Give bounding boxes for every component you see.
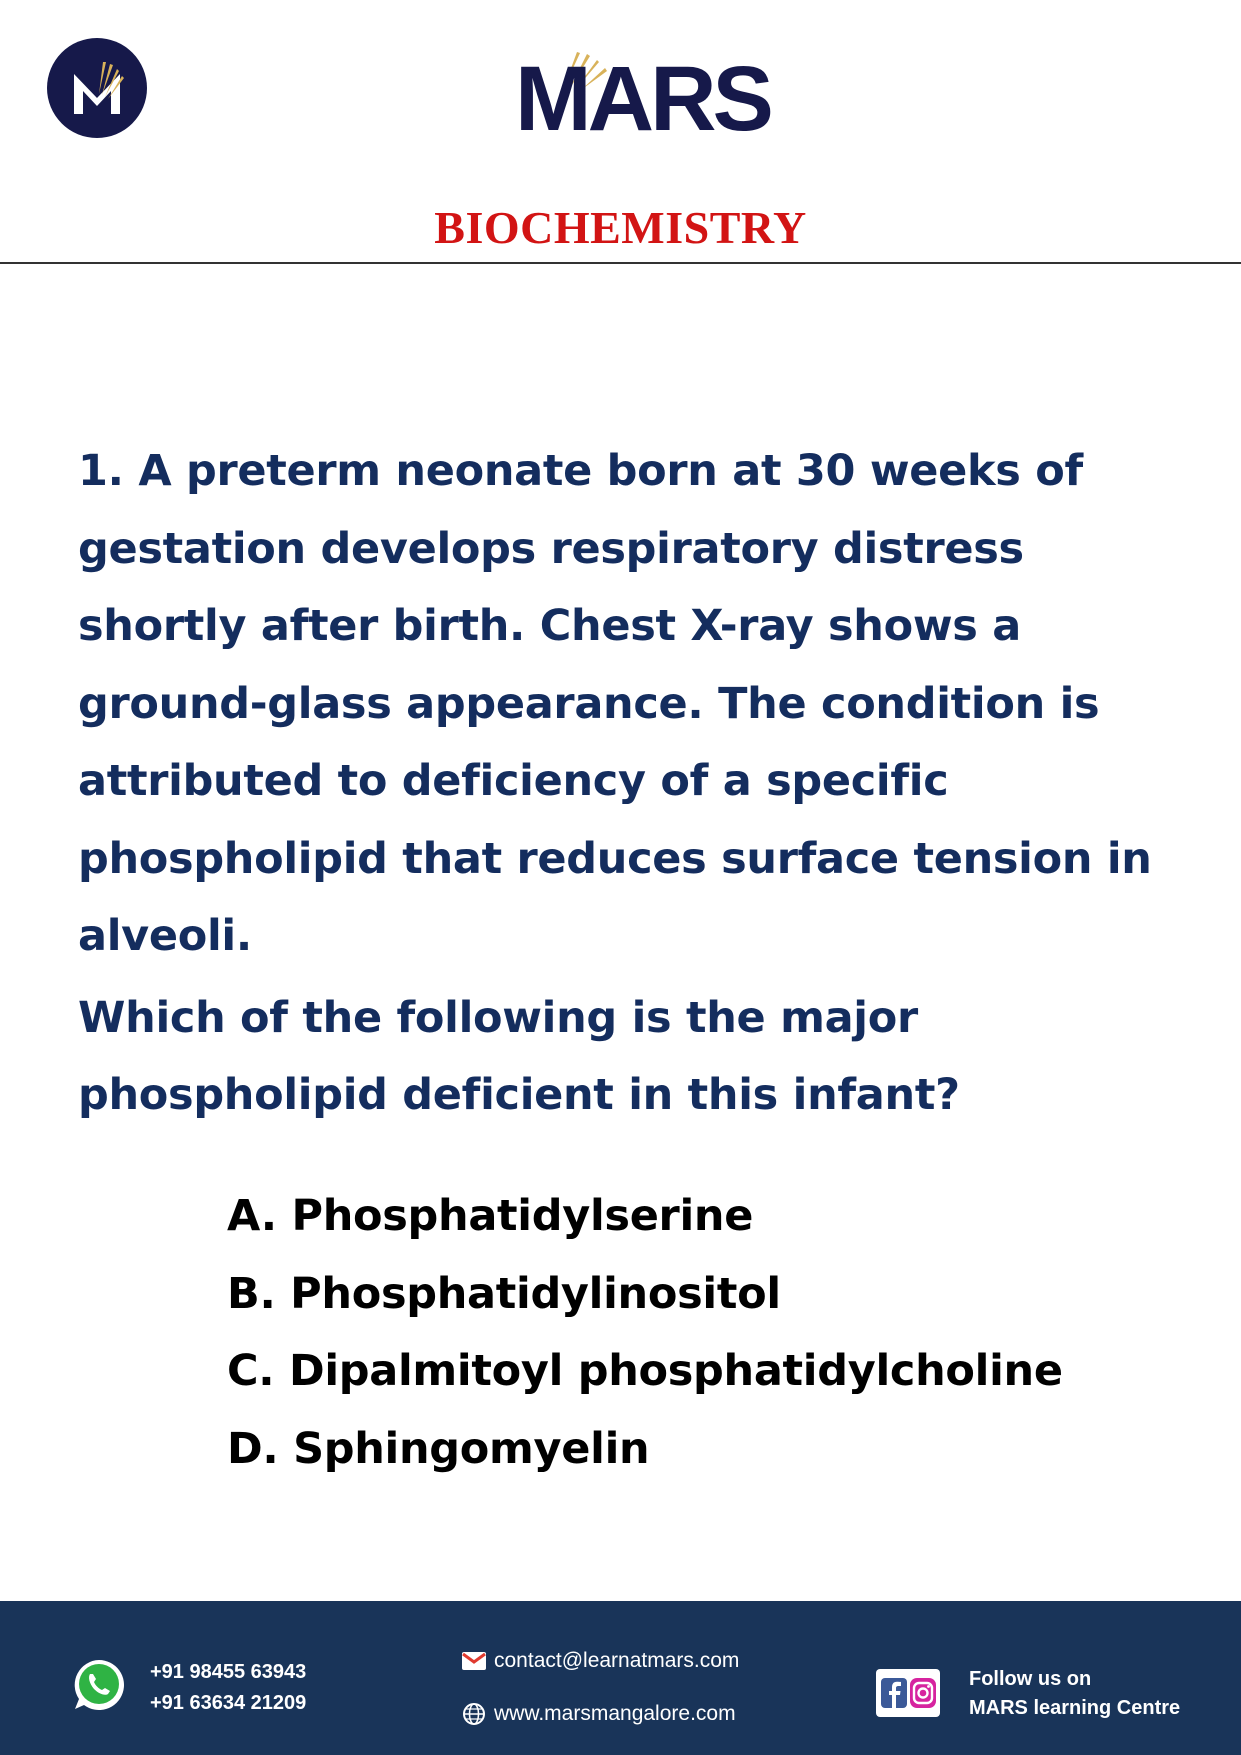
phone-number[interactable]: +91 98455 63943 bbox=[150, 1661, 307, 1683]
instagram-icon[interactable] bbox=[910, 1678, 936, 1708]
phone-number[interactable]: +91 63634 21209 bbox=[150, 1692, 307, 1714]
phone-numbers bbox=[150, 1657, 306, 1719]
email-row bbox=[462, 1648, 739, 1674]
mail-icon bbox=[462, 1652, 486, 1670]
email-link[interactable]: contact@learnatmars.com bbox=[494, 1649, 740, 1672]
header-divider bbox=[0, 262, 1241, 264]
globe-icon bbox=[462, 1702, 486, 1726]
brand-logo bbox=[515, 48, 770, 150]
question-block bbox=[78, 433, 1158, 1135]
social-icons bbox=[876, 1669, 940, 1717]
option-c: C. Dipalmitoyl phosphatidylcholine bbox=[227, 1346, 1063, 1396]
corner-logo bbox=[47, 38, 147, 138]
website-link[interactable]: www.marsmangalore.com bbox=[494, 1702, 736, 1725]
whatsapp-icon bbox=[71, 1657, 127, 1713]
follow-line-1: Follow us on bbox=[969, 1668, 1092, 1690]
brand-wordmark: MARS bbox=[515, 48, 770, 150]
option-a: A. Phosphatidylserine bbox=[227, 1191, 754, 1241]
facebook-icon[interactable] bbox=[881, 1678, 907, 1708]
follow-text bbox=[969, 1665, 1180, 1723]
subject-title: BIOCHEMISTRY bbox=[434, 202, 807, 253]
option-b: B. Phosphatidylinositol bbox=[227, 1268, 781, 1319]
question-prompt: Which of the following is the major phospholipid deficient in this infant? bbox=[78, 992, 960, 1120]
follow-line-2[interactable]: MARS learning Centre bbox=[969, 1697, 1181, 1719]
website-row bbox=[462, 1701, 736, 1727]
question-stem: 1. A preterm neonate born at 30 weeks of gestation develops respiratory distress shortly after birth. Chest X-ray shows a ground-glass appearance. The condition is attributed to deficiency of a specific phospholipid that reduces surface tension in alveoli. bbox=[78, 446, 1152, 961]
option-d: D. Sphingomyelin bbox=[227, 1423, 650, 1474]
answer-options bbox=[227, 1178, 1187, 1488]
footer-bar bbox=[0, 1601, 1241, 1755]
